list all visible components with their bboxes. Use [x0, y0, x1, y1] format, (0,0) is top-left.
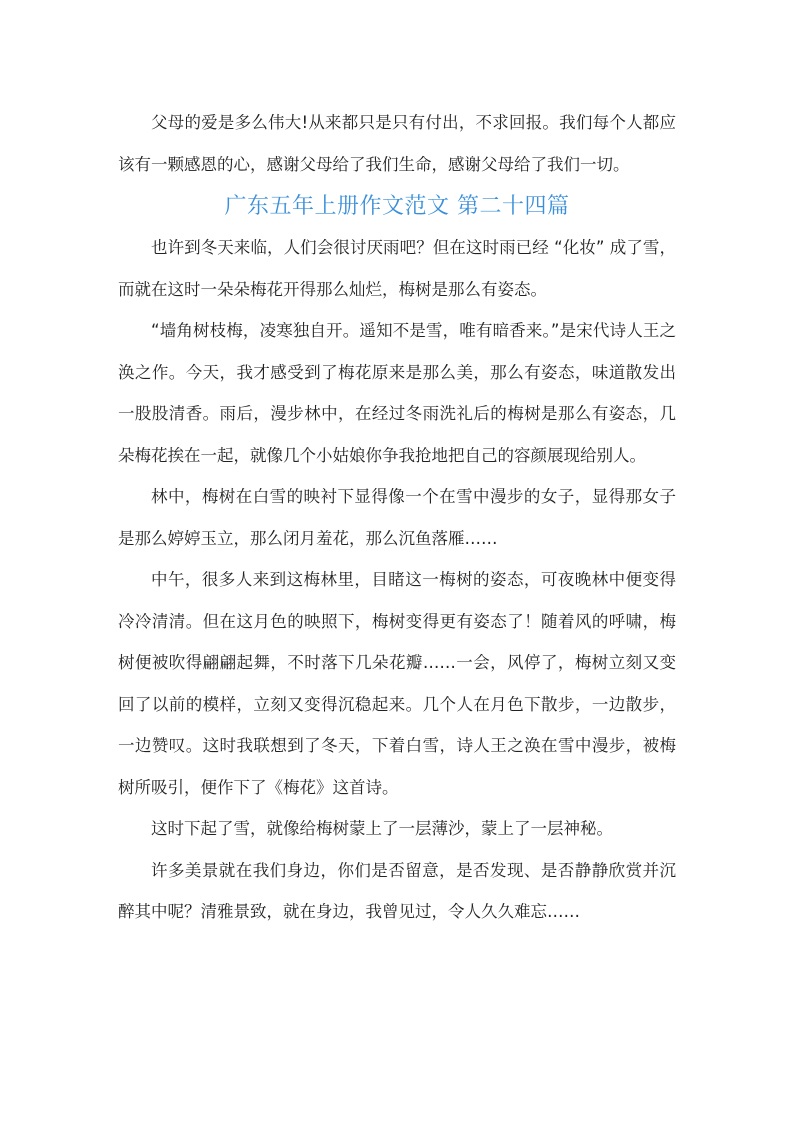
- paragraph-2: “墙角树枝梅，凌寒独自开。遥知不是雪，唯有暗香来。”是宋代诗人王之涣之作。今天，我才感受到了梅花原来是那么美，那么有姿态，味道散发出一股股清香。雨后，漫步林中，在经过冬雨洗礼后的梅树是那么有姿态，几朵梅花挨在一起，就像几个小姑娘你争我抢地把自己的容颜展现给别人。: [118, 321, 676, 465]
- section-title: 广东五年上册作文范文 第二十四篇: [224, 194, 570, 219]
- paragraph-6: 许多美景就在我们身边，你们是否留意，是否发现、是否静静欣赏并沉醉其中呢？清雅景致，就在身边，我曾见过，令人久久难忘……: [118, 860, 676, 921]
- paragraph-4: 中午，很多人来到这梅林里，目睹这一梅树的姿态，可夜晚林中便变得冷冷清清。但在这月色的映照下，梅树变得更有姿态了！随着风的呼啸，梅树便被吹得翩翩起舞，不时落下几朵花瓣……一会，风停了，梅树立刻又变回了以前的模样，立刻又变得沉稳起来。几个人在月色下散步，一边散步，一边赞叹。这时我联想到了冬天，下着白雪，诗人王之涣在雪中漫步，被梅树所吸引，便作下了《梅花》这首诗。: [118, 570, 676, 797]
- intro-paragraph: 父母的爱是多么伟大!从来都只是只有付出，不求回报。我们每个人都应该有一颗感恩的心，感谢父母给了我们生命，感谢父母给了我们一切。: [118, 113, 676, 174]
- paragraph-5: 这时下起了雪，就像给梅树蒙上了一层薄沙，蒙上了一层神秘。: [151, 819, 613, 838]
- paragraph-3: 林中，梅树在白雪的映衬下显得像一个在雪中漫步的女子，显得那女子是那么婷婷玉立，那么闭月羞花，那么沉鱼落雁……: [118, 487, 676, 548]
- paragraph-1: 也许到冬天来临，人们会很讨厌雨吧？但在这时雨已经 “化妆” 成了雪，而就在这时一朵朵梅花开得那么灿烂，梅树是那么有姿态。: [118, 238, 676, 299]
- document-body: [118, 102, 676, 933]
